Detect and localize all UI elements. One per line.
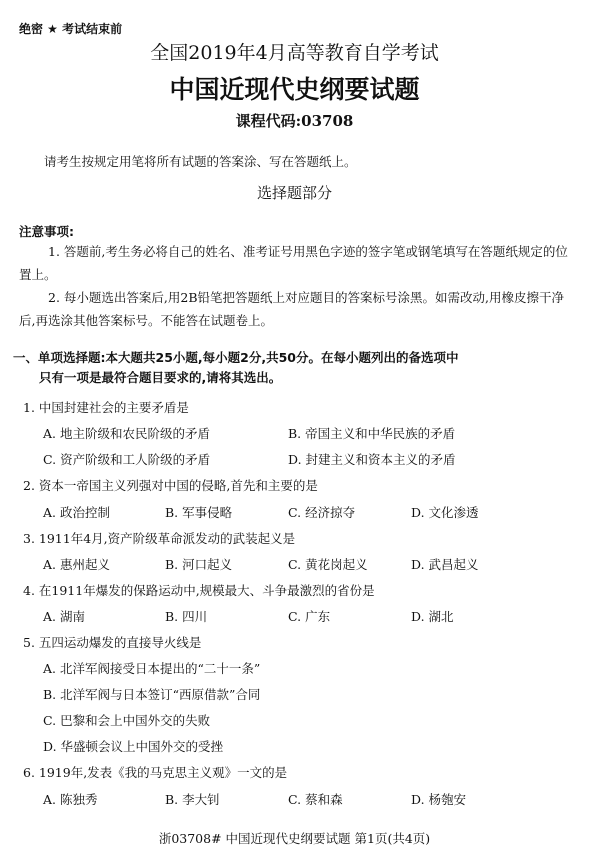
section-title: 选择题部分 bbox=[256, 184, 332, 202]
question-6-stem: 6. 1919年,发表《我的马克思主义观》一文的是 bbox=[23, 765, 288, 780]
question-6-option-a: A. 陈独秀 bbox=[43, 792, 98, 807]
question-1-option-b: B. 帝国主义和中华民族的矛盾 bbox=[288, 426, 456, 441]
question-2-option-c: C. 经济掠夺 bbox=[288, 505, 356, 520]
question-4-option-c: C. 广东 bbox=[288, 609, 331, 624]
question-5-option-d: D. 华盛顿会议上中国外交的受挫 bbox=[43, 739, 224, 754]
question-6-option-d: D. 杨匏安 bbox=[411, 792, 467, 807]
secret-label: 绝密 ★ 考试结束前 bbox=[19, 22, 123, 36]
question-3-stem: 3. 1911年4月,资产阶级革命派发动的武装起义是 bbox=[23, 531, 296, 546]
attention-title: 注意事项: bbox=[19, 224, 74, 239]
question-4-option-d: D. 湖北 bbox=[411, 609, 454, 624]
question-3-option-a: A. 惠州起义 bbox=[43, 557, 110, 572]
question-3-option-b: B. 河口起义 bbox=[165, 557, 233, 572]
course-code: 课程代码:03708 bbox=[235, 112, 354, 130]
attention-item-1: 1. 答题前,考生务必将自己的姓名、准考证号用黑色字迹的签字笔或钢笔填写在答题纸规定的位置上。 bbox=[19, 244, 568, 282]
answer-notice: 请考生按规定用笔将所有试题的答案涂、写在答题纸上。 bbox=[44, 154, 357, 169]
attention-item-2: 2. 每小题选出答案后,用2B铅笔把答题纸上对应题目的答案标号涂黑。如需改动,用橡皮擦干净后,再选涂其他答案标号。不能答在试题卷上。 bbox=[19, 290, 564, 328]
question-3-option-c: C. 黄花岗起义 bbox=[288, 557, 368, 572]
part-one-line-1: 一、单项选择题:本大题共25小题,每小题2分,共50分。在每小题列出的备选项中 bbox=[13, 350, 459, 365]
question-1-stem: 1. 中国封建社会的主要矛盾是 bbox=[23, 400, 189, 415]
question-3-option-d: D. 武昌起义 bbox=[411, 557, 479, 572]
question-2-option-d: D. 文化渗透 bbox=[411, 505, 479, 520]
question-6-option-b: B. 李大钊 bbox=[165, 792, 220, 807]
question-2-stem: 2. 资本一帝国主义列强对中国的侵略,首先和主要的是 bbox=[23, 478, 318, 493]
question-1-option-c: C. 资产阶级和工人阶级的矛盾 bbox=[43, 452, 211, 467]
part-one-line-2: 只有一项是最符合题目要求的,请将其选出。 bbox=[39, 370, 282, 385]
question-4-stem: 4. 在1911年爆发的保路运动中,规模最大、斗争最激烈的省份是 bbox=[23, 583, 375, 598]
page-footer: 浙03708# 中国近现代史纲要试题 第1页(共4页) bbox=[158, 831, 431, 846]
question-1-option-a: A. 地主阶级和农民阶级的矛盾 bbox=[43, 426, 210, 441]
subject-title: 中国近现代史纲要试题 bbox=[169, 75, 420, 104]
question-4-option-a: A. 湖南 bbox=[43, 609, 85, 624]
question-5-option-c: C. 巴黎和会上中国外交的失败 bbox=[43, 713, 211, 728]
question-5-option-b: B. 北洋军阀与日本签订“西原借款”合同 bbox=[43, 687, 261, 702]
question-2-option-a: A. 政治控制 bbox=[43, 505, 110, 520]
question-4-option-b: B. 四川 bbox=[165, 609, 208, 624]
question-2-option-b: B. 军事侵略 bbox=[165, 505, 233, 520]
question-5-stem: 5. 五四运动爆发的直接导火线是 bbox=[23, 635, 202, 650]
question-5-option-a: A. 北洋军阀接受日本提出的“二十一条” bbox=[43, 661, 261, 676]
part-one-heading bbox=[13, 348, 459, 388]
exam-title: 全国2019年4月高等教育自学考试 bbox=[150, 42, 439, 64]
question-1-option-d: D. 封建主义和资本主义的矛盾 bbox=[288, 452, 456, 467]
question-6-option-c: C. 蔡和森 bbox=[288, 792, 343, 807]
